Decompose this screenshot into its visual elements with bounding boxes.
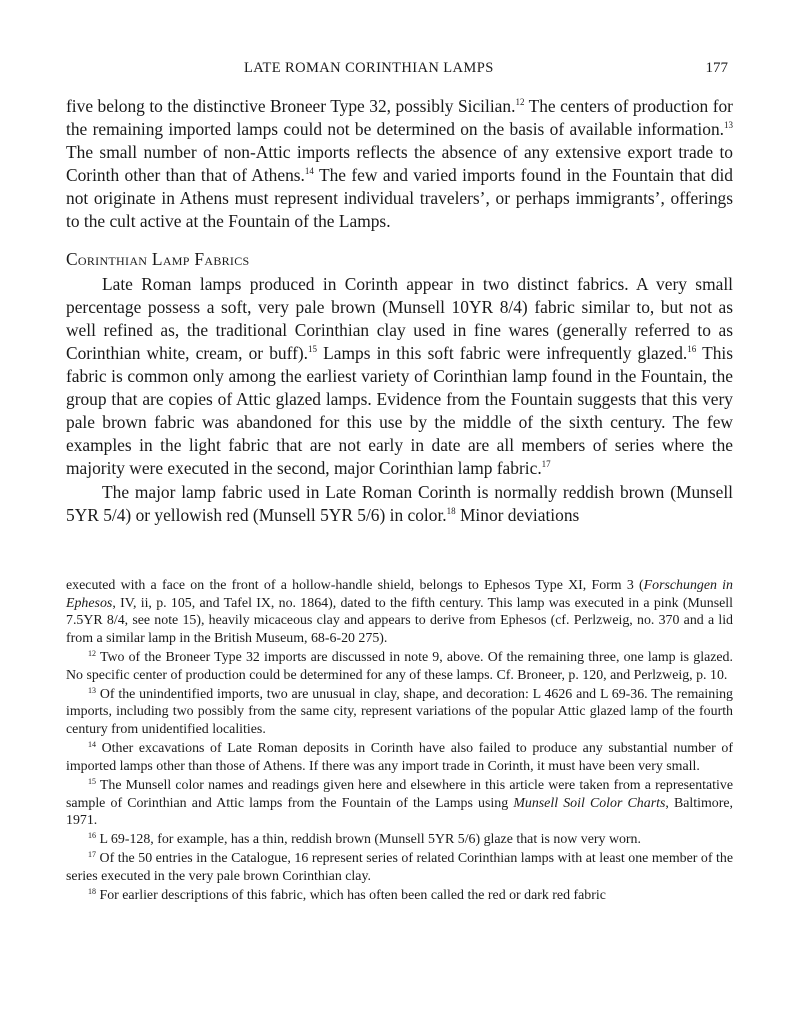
footnote-continuation: executed with a face on the front of a hollow-handle shield, belongs to Ephesos Type XI, Form 3 (Forschungen in Ephesos, IV, ii, p. 105, and Tafel IX, no. 1864), dated to the fifth century. This lamp was executed in a pink (Munsell 7.5YR 8/4, see note 15), heavily micaceous clay and appears to derive from Ephesos (cf. Perlzweig, no. 370 and a lid from a similar lamp in the British Museum, 68-6-20 275). — [66, 578, 733, 646]
footnotes — [66, 577, 733, 906]
footnote-ref-16: 16 — [687, 343, 697, 354]
paragraph-3: The major lamp fabric used in Late Roman Corinth is normally reddish brown (Munsell 5YR 5/4) or yellowish red (Munsell 5YR 5/6) in color.$^{18}$ Minor deviations — [66, 481, 733, 525]
footnote-15: $^{15}$ The Munsell color names and readings given here and elsewhere in this article were taken from a representative sample of Corinthian and Attic lamps from the Fountain of the Lamps using Munsell Soil Color Charts, Baltimore, 1971. — [66, 776, 734, 829]
paragraph-2: Late Roman lamps produced in Corinth appear in two distinct fabrics. A very small percentage possess a soft, very pale brown (Munsell 10YR 8/4) fabric similar to, but not as well refined as, the traditional Corinthian clay used in fine wares (generally referred to as Corinthian white, cream, or buff).$^{15}$ Lamps in this soft fabric were infrequently glazed.$^{16}$ This fabric is common only among the earliest variety of Corinthian lamp found in the Fountain, the group that are copies of Attic glazed lamps. Evidence from the Fountain suggests that this very pale brown fabric was abandoned for this use by the middle of the sixth century. The few examples in the light fabric that are not early in date are all members of series where the majority were executed in the second, major Corinthian lamp fabric.$^{17}$ — [66, 273, 734, 479]
footnote-ref-18: 18 — [446, 505, 456, 516]
footnote-14: $^{14}$ Other excavations of Late Roman deposits in Corinth have also failed to produce any substantial number of imported lamps other than those of Athens. If there was any import trade in Corinth, it must have been very small. — [66, 740, 733, 774]
footnote-ref-12: 12 — [515, 97, 525, 107]
footnote-13: $^{13}$ Of the unindentified imports, two are unusual in clay, shape, and decoration: L 4626 and L 69-36. The remaining imports, including two possibly from the same city, represent variations of the popular Attic glazed lamp of the fourth century from unidentified localities. — [66, 685, 733, 737]
running-title: LATE ROMAN CORINTHIAN LAMPS — [244, 60, 494, 76]
paragraph-1: five belong to the distinctive Broneer Type 32, possibly Sicilian.$^{12}$ The centers of production for the remaining imported lamps could not be determined on the basis of available information.$^{13}$ The small number of non-Attic imports reflects the absence of any extensive export trade to Corinth other than that of Athens.$^{14}$ The few and varied imports found in the Fountain that did not originate in Athens must represent individual travelers’, or perhaps immigrants’, offerings to the cult active at the Fountain of the Lamps. — [66, 96, 733, 232]
footnote-18: $^{18}$ For earlier descriptions of this fabric, which has often been called the red or dark red fabric — [88, 887, 606, 904]
page-header — [0, 60, 798, 82]
footnote-17: $^{17}$ Of the 50 entries in the Catalogue, 16 represent series of related Corinthian lamps with at least one member of the series executed in the very pale brown Corinthian clay. — [66, 850, 733, 885]
footnote-12: $^{12}$ Two of the Broneer Type 32 imports are discussed in note 9, above. Of the remaining three, one lamp is glazed. No specific center of production could be determined for any of these lamps. Cf. Broneer, p. 120, and Perlzweig, p. 10. — [66, 648, 733, 683]
footnote-ref-14: 14 — [304, 166, 314, 177]
footnote-16: $^{16}$ L 69-128, for example, has a thin, reddish brown (Munsell 5YR 5/6) glaze that is now very worn. — [88, 831, 641, 848]
page-number: 177 — [705, 60, 728, 76]
footnote-ref-15: 15 — [308, 343, 318, 354]
section-heading: Corinthian Lamp Fabrics — [66, 248, 250, 269]
footnote-ref-13: 13 — [724, 120, 733, 131]
footnote-ref-17: 17 — [541, 459, 551, 470]
main-text — [66, 95, 733, 527]
